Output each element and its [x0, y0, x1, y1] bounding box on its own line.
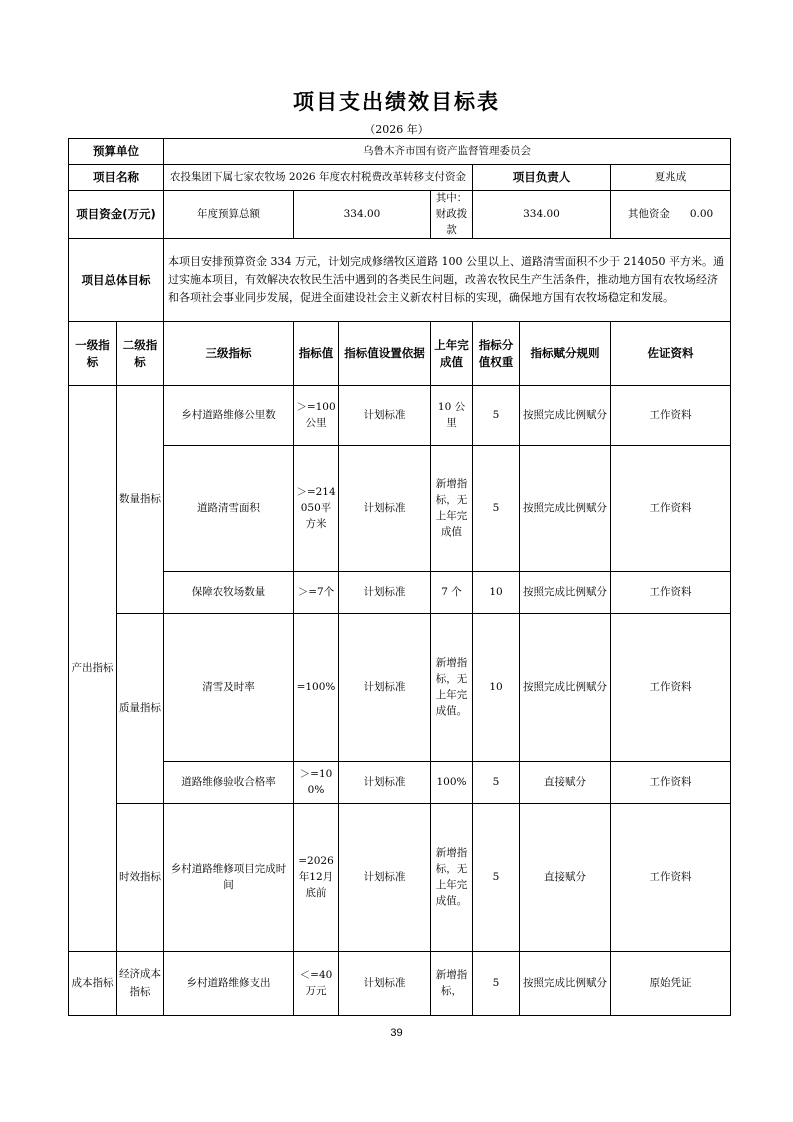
other-label: 其他资金 — [627, 207, 670, 220]
row-basis: 计划标准 — [339, 762, 431, 804]
row-evidence: 原始凭证 — [611, 952, 731, 1016]
col-header-level2: 二级指标 — [117, 322, 164, 386]
row-basis: 计划标准 — [339, 804, 431, 952]
row-l3: 乡村道路维修项目完成时间 — [164, 804, 294, 952]
table-row — [69, 952, 731, 1016]
table-row — [69, 762, 731, 804]
row-value: ＞=7个 — [294, 572, 339, 614]
row-basis: 计划标准 — [339, 952, 431, 1016]
goal-text: 本项目安排预算资金 334 万元，计划完成修缮牧区道路 100 公里以上、道路清雪面积不少于 214050 平方米。通过实施本项目，有效解决农牧民生活中遇到的各类民生问题，改善农牧民生产生活条件，推动地方国有农牧场经济和各项社会事业同步发展，促进全面建设社会主义新农村目标的实现，确保地方国有农牧场稳定和发展。 — [164, 239, 731, 322]
table-row — [69, 386, 731, 446]
fiscal-value: 334.00 — [473, 191, 611, 239]
row-overall-goal — [69, 239, 731, 322]
row-basis: 计划标准 — [339, 386, 431, 446]
col-header-weight: 指标分值权重 — [473, 322, 520, 386]
table-row — [69, 614, 731, 762]
fiscal-label: 其中：财政拨款 — [431, 191, 473, 239]
table-row — [69, 804, 731, 952]
col-header-value: 指标值 — [294, 322, 339, 386]
col-header-level1: 一级指标 — [69, 322, 117, 386]
level2-timeliness: 时效指标 — [117, 804, 164, 952]
column-header-row — [69, 322, 731, 386]
row-basis: 计划标准 — [339, 572, 431, 614]
goal-label: 项目总体目标 — [69, 239, 164, 322]
project-value: 农投集团下属七家农牧场 2026 年度农村税费改革转移支付资金 — [164, 165, 473, 191]
row-value: =100% — [294, 614, 339, 762]
row-value: ＞=100公里 — [294, 386, 339, 446]
row-evidence: 工作资料 — [611, 614, 731, 762]
row-value: =2026年12月底前 — [294, 804, 339, 952]
row-l3: 保障农牧场数量 — [164, 572, 294, 614]
row-prev: 新增指标，无上年完成值。 — [431, 804, 473, 952]
row-l3: 道路清雪面积 — [164, 446, 294, 572]
funds-label: 项目资金(万元) — [69, 191, 164, 239]
row-weight: 10 — [473, 614, 520, 762]
leader-label: 项目负责人 — [473, 165, 611, 191]
row-l3: 乡村道路维修支出 — [164, 952, 294, 1016]
row-budget-unit — [69, 139, 731, 165]
col-header-rule: 指标赋分规则 — [520, 322, 611, 386]
row-evidence: 工作资料 — [611, 446, 731, 572]
annual-budget-label: 年度预算总额 — [164, 191, 294, 239]
row-rule: 直接赋分 — [520, 762, 611, 804]
level1-cost: 成本指标 — [69, 952, 117, 1016]
row-basis: 计划标准 — [339, 614, 431, 762]
level2-economic-cost: 经济成本指标 — [117, 952, 164, 1016]
col-header-evidence: 佐证资料 — [611, 322, 731, 386]
row-prev: 100% — [431, 762, 473, 804]
project-label: 项目名称 — [69, 165, 164, 191]
row-l3: 道路维修验收合格率 — [164, 762, 294, 804]
unit-value: 乌鲁木齐市国有资产监督管理委员会 — [164, 139, 731, 165]
level1-output: 产出指标 — [69, 386, 117, 952]
leader-value: 夏兆成 — [611, 165, 731, 191]
performance-table — [68, 138, 731, 1016]
row-rule: 按照完成比例赋分 — [520, 952, 611, 1016]
row-l3: 清雪及时率 — [164, 614, 294, 762]
page-title: 项目支出绩效目标表 — [293, 90, 500, 114]
row-value: ＜=40万元 — [294, 952, 339, 1016]
row-prev: 新增指标，无上年完成值 — [431, 446, 473, 572]
col-header-basis: 指标值设置依据 — [339, 322, 431, 386]
row-evidence: 工作资料 — [611, 386, 731, 446]
row-prev: 10 公里 — [431, 386, 473, 446]
row-value: ＞=214050平方米 — [294, 446, 339, 572]
col-header-prev: 上年完成值 — [431, 322, 473, 386]
row-prev: 新增指标， — [431, 952, 473, 1016]
page-number: 39 — [390, 1027, 403, 1039]
level2-quality: 质量指标 — [117, 614, 164, 804]
other-funds-cell — [611, 191, 731, 239]
row-rule: 直接赋分 — [520, 804, 611, 952]
row-rule: 按照完成比例赋分 — [520, 614, 611, 762]
row-rule: 按照完成比例赋分 — [520, 386, 611, 446]
row-prev: 新增指标，无上年完成值。 — [431, 614, 473, 762]
row-evidence: 工作资料 — [611, 804, 731, 952]
level2-quantity: 数量指标 — [117, 386, 164, 614]
row-weight: 5 — [473, 446, 520, 572]
table-row — [69, 446, 731, 572]
row-weight: 10 — [473, 572, 520, 614]
row-l3: 乡村道路维修公里数 — [164, 386, 294, 446]
col-header-level3: 三级指标 — [164, 322, 294, 386]
row-rule: 按照完成比例赋分 — [520, 572, 611, 614]
row-rule: 按照完成比例赋分 — [520, 446, 611, 572]
other-value: 0.00 — [689, 207, 714, 220]
row-basis: 计划标准 — [339, 446, 431, 572]
row-project-funds — [69, 191, 731, 239]
row-prev: 7 个 — [431, 572, 473, 614]
row-weight: 5 — [473, 952, 520, 1016]
row-evidence: 工作资料 — [611, 762, 731, 804]
table-row — [69, 572, 731, 614]
annual-budget-value: 334.00 — [294, 191, 431, 239]
year-label: （2026 年） — [364, 123, 429, 136]
unit-label: 预算单位 — [69, 139, 164, 165]
row-weight: 5 — [473, 762, 520, 804]
row-weight: 5 — [473, 804, 520, 952]
row-project-name — [69, 165, 731, 191]
row-evidence: 工作资料 — [611, 572, 731, 614]
row-weight: 5 — [473, 386, 520, 446]
row-value: ＞=100% — [294, 762, 339, 804]
